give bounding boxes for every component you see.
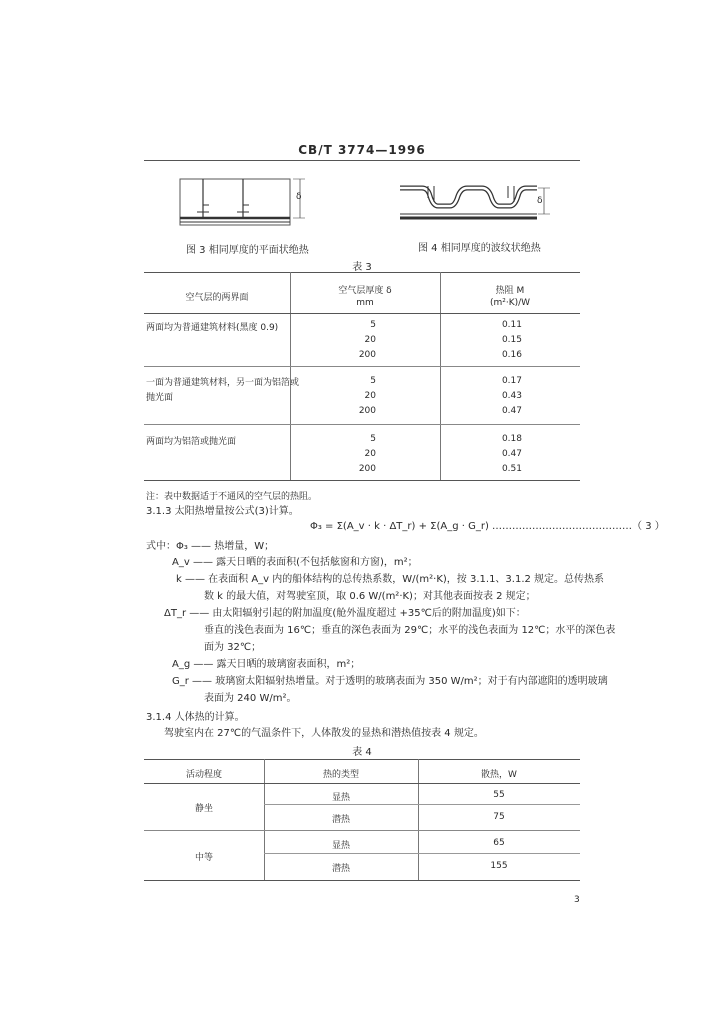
table-4-bottom-rule [144, 880, 580, 881]
table-4-group-rule [144, 830, 580, 831]
table-3-cell: 5 [370, 434, 376, 444]
table-4-cell: 显热 [331, 841, 350, 851]
table-3-header-col3-line2: (m²·K)/W [489, 298, 531, 308]
section-3-1-4-heading: 3.1.4 人体热的计算。 [146, 712, 245, 723]
table-4-header-col2: 热的类型 [322, 770, 359, 780]
table-3-cell: 0.11 [501, 320, 522, 330]
table-3-group-rule [144, 366, 580, 367]
table-4-row-rule [264, 804, 580, 805]
table-3-title: 表 3 [352, 262, 372, 273]
table-3-cell: 0.18 [501, 434, 522, 444]
table-4-row-rule [264, 853, 580, 854]
table-3-cell: 0.47 [501, 406, 522, 416]
fig3-dim-label: δ [296, 192, 302, 202]
table-3-cell: 0.43 [501, 391, 522, 401]
table-3-header-col3-line1: 热阻 M [495, 286, 525, 296]
table-4-top-rule [144, 759, 580, 760]
table-3-header-col2-line1: 空气层厚度 δ [338, 286, 392, 296]
formula-3: Φ₃ = Σ(A_v · k · ΔT_r) + Σ(A_g · G_r) ……………………………………（ 3 ） [310, 521, 665, 532]
fig4-dim-label: δ [537, 196, 543, 206]
table-3-header-col2-line2: mm [356, 298, 374, 308]
table-3-header-col1: 空气层的两界面 [185, 293, 249, 303]
figure-4-corrugated-insulation [392, 178, 552, 228]
table-3-group-label: 抛光面 [146, 393, 174, 403]
table-3-group-label: 一面为普通建筑材料，另一面为铝箔或 [146, 378, 300, 388]
where-line: 面为 32℃； [204, 642, 262, 653]
table-4-cell: 155 [490, 861, 508, 871]
table-3-cell: 5 [370, 320, 376, 330]
where-line: ΔT_r —— 由太阳辐射引起的附加温度(舱外温度超过 +35℃后的附加温度)如下： [164, 608, 526, 619]
where-line: 垂直的浅色表面为 16℃；垂直的深色表面为 29℃；水平的浅色表面为 12℃；水平的深色表 [204, 625, 616, 636]
where-line: 数 k 的最大值，对驾驶室顶，取 0.6 W/(m²·K)；对其他表面按表 2 规定； [204, 591, 536, 602]
table-3-cell: 20 [364, 391, 376, 401]
figure-3-flat-insulation [175, 172, 310, 232]
table-4-cell: 潜热 [331, 864, 350, 874]
table-3-cell: 0.47 [501, 449, 522, 459]
table-3-cell: 0.51 [501, 464, 522, 474]
table-4-title: 表 4 [352, 747, 372, 758]
table-3-cell: 200 [358, 406, 376, 416]
table-4-header-col1: 活动程度 [185, 770, 222, 780]
table-3-group-label: 两面均为铝箔或抛光面 [146, 437, 237, 447]
document-header: CB/T 3774—1996 [298, 143, 426, 157]
table-4-header-rule [144, 783, 580, 784]
table-3-cell: 200 [358, 350, 376, 360]
table-3-bottom-rule [144, 480, 580, 481]
table-4-header-col3: 散热，W [481, 770, 517, 780]
page-number: 3 [574, 895, 580, 905]
table-3-header-rule [144, 313, 580, 314]
table-4-cell: 55 [493, 790, 505, 800]
table-4-cell: 65 [493, 838, 505, 848]
table-4-cell: 显热 [331, 793, 350, 803]
table-3-cell: 200 [358, 464, 376, 474]
figure-4-caption: 图 4 相同厚度的波纹状绝热 [418, 243, 541, 254]
where-line: A_g —— 露天日晒的玻璃窗表面积，m²； [172, 659, 361, 670]
table-3-cell: 0.15 [501, 335, 522, 345]
table-3-group-rule [144, 424, 580, 425]
where-line: G_r —— 玻璃窗太阳辐射热增量。对于透明的玻璃表面为 350 W/m²；对于有内部遮阳的透明玻璃 [172, 676, 608, 687]
section-3-1-3-heading: 3.1.3 太阳热增量按公式(3)计算。 [146, 506, 299, 517]
section-3-1-4-text: 驾驶室内在 27℃的气温条件下，人体散发的显热和潜热值按表 4 规定。 [164, 728, 484, 739]
table-4-cell: 潜热 [331, 815, 350, 825]
table-3-cell: 0.17 [501, 376, 522, 386]
table-3-group-label: 两面均为普通建筑材料(黑度 0.9) [146, 323, 279, 333]
table-4-group-label: 中等 [194, 853, 213, 863]
where-line: k —— 在表面积 A_v 内的船体结构的总传热系数，W/(m²·K)，按 3.1.1、3.1.2 规定。总传热系 [176, 574, 605, 585]
table-3-cell: 20 [364, 335, 376, 345]
where-line: 表面为 240 W/m²。 [204, 693, 297, 704]
header-rule [144, 160, 580, 161]
table-3-cell: 0.16 [501, 350, 522, 360]
table-4-cell: 75 [493, 812, 505, 822]
table-3-top-rule [144, 272, 580, 273]
where-line: A_v —— 露天日晒的表面积(不包括舷窗和方窗)，m²； [172, 557, 418, 568]
figure-3-caption: 图 3 相同厚度的平面状绝热 [186, 245, 309, 256]
where-line: 式中：Φ₃ —— 热增量，W； [146, 541, 275, 552]
table-4-group-label: 静坐 [194, 804, 213, 814]
table-3-cell: 20 [364, 449, 376, 459]
table-3-cell: 5 [370, 376, 376, 386]
table-3-note: 注：表中数据适于不通风的空气层的热阻。 [146, 492, 318, 502]
